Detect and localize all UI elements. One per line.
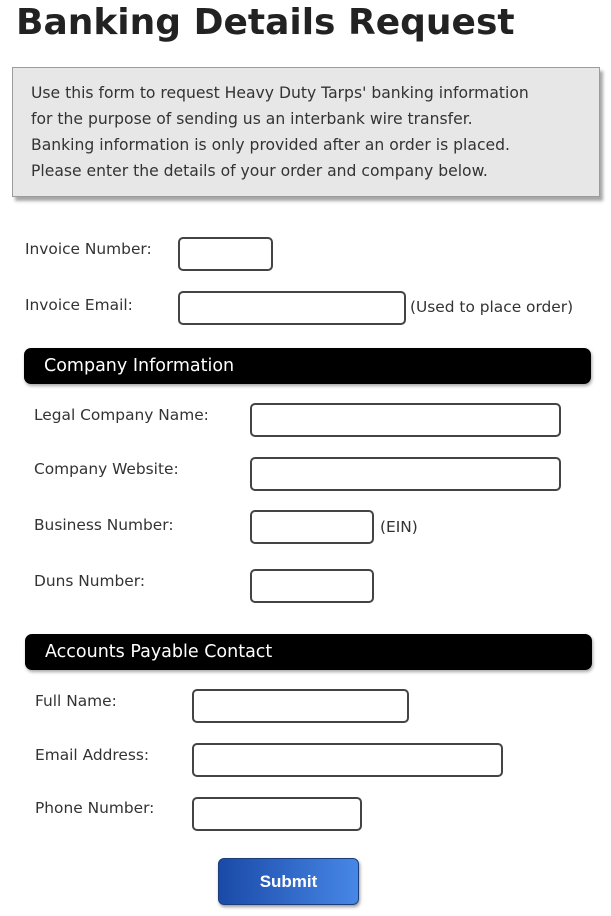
business-number-label: Business Number: [34, 516, 174, 534]
duns-number-input[interactable] [250, 569, 374, 603]
invoice-email-hint: (Used to place order) [410, 298, 574, 316]
intro-text: Use this form to request Heavy Duty Tarps' banking information for the purpose of sending us an interbank wire transfer. Banking information is only provided after an order is placed. Please enter the details of your order and company below. [31, 84, 529, 180]
invoice-email-input[interactable] [178, 291, 406, 325]
legal-company-name-input[interactable] [250, 403, 561, 437]
intro-box [12, 67, 600, 197]
page-title: Banking Details Request [16, 2, 515, 43]
legal-company-name-label: Legal Company Name: [34, 406, 209, 424]
phone-number-label: Phone Number: [35, 799, 155, 817]
company-website-label: Company Website: [34, 460, 179, 478]
invoice-email-label: Invoice Email: [25, 296, 133, 314]
contact-section-header: Accounts Payable Contact [25, 634, 592, 670]
business-number-input[interactable] [250, 510, 374, 544]
full-name-label: Full Name: [35, 692, 117, 710]
email-address-input[interactable] [192, 743, 503, 777]
email-address-label: Email Address: [35, 746, 150, 764]
submit-button[interactable]: Submit [218, 858, 359, 905]
invoice-number-label: Invoice Number: [25, 240, 152, 258]
company-section-header: Company Information [24, 348, 591, 384]
company-website-input[interactable] [250, 457, 561, 491]
phone-number-input[interactable] [192, 797, 362, 831]
invoice-number-input[interactable] [178, 237, 273, 271]
duns-number-label: Duns Number: [34, 572, 146, 590]
business-number-hint: (EIN) [380, 518, 418, 536]
full-name-input[interactable] [192, 689, 409, 723]
